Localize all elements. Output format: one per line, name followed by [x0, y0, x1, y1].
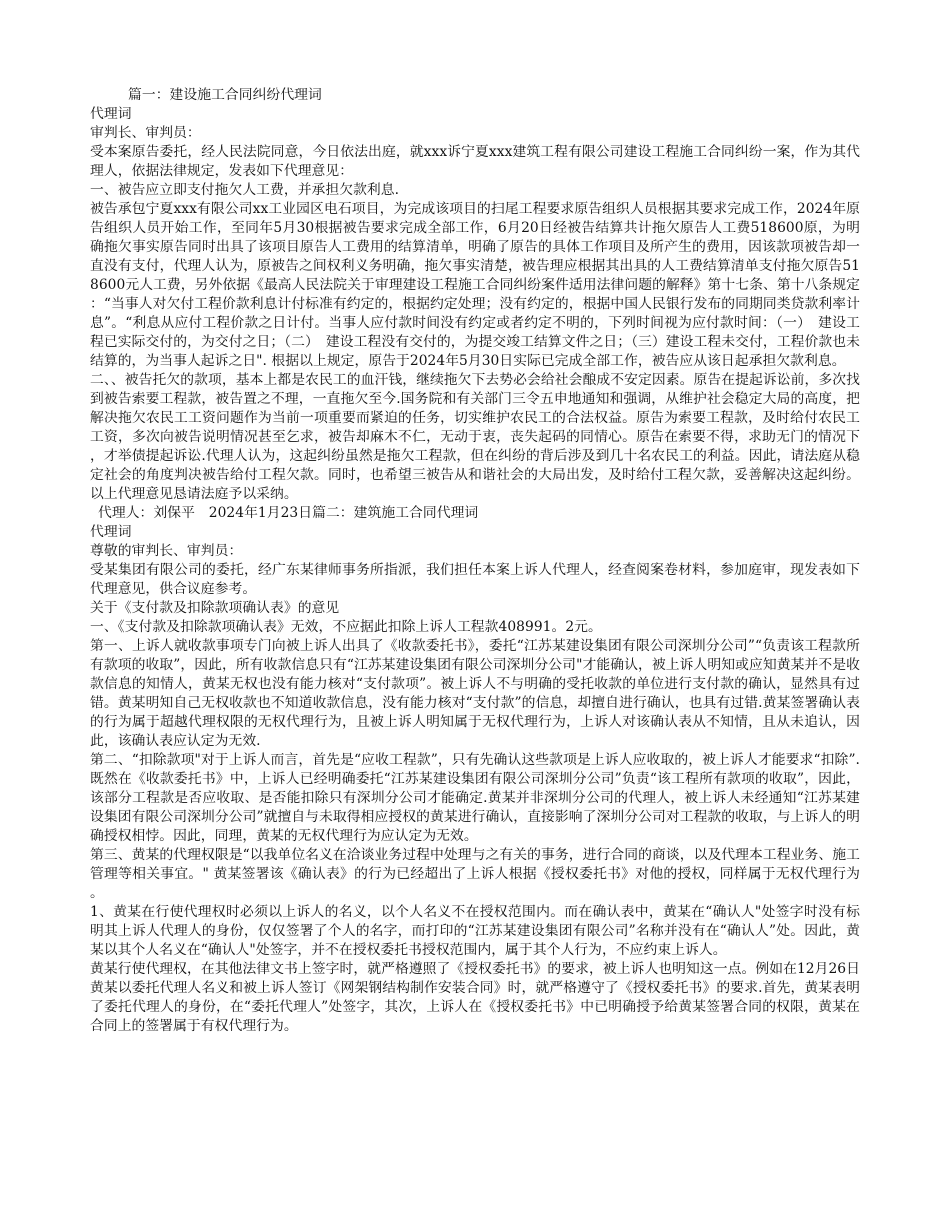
- signature-line: 代理人：刘保平 2024年1月23日篇二：建筑施工合同代理词: [98, 505, 479, 521]
- paragraph: 黄某行使代理权，在其他法律文书上签字时，就严格遵照了《授权委托书》的要求，被上诉人也明知这一点。例如在12月26日黄某以委托代理人名义和被上诉人签订《网架钢结构制作安装合同》时，就严格遵守了《授权委托书》的要求.首先，黄某表明了委托代理人的身份，在“委托代理人”处签字，其次，上诉人在《授权委托书》中已明确授予给黄某签署合同的权限，黄某在合同上的签署属于有权代理行为。: [90, 961, 860, 1034]
- paragraph: 受某集团有限公司的委托，经广东某律师事务所指派，我们担任本案上诉人代理人，经查阅案卷材料，参加庭审，现发表如下代理意见，供合议庭参考。: [90, 562, 860, 597]
- paragraph: 被告承包宁夏xxx有限公司xx工业园区电石项目，为完成该项目的扫尾工程要求原告组织人员根据其要求完成工作，2024年原告组织人员开始工作，至同年5月30根据被告要求完成全部工作，6月20日经被告结算共计拖欠原告人工费518600原，为明确拖欠事实原告同时出具了该项目原告人工费用的结算清单，明确了原告的具体工作项目及所产生的费用，因该款项被告却一直没有支付，代理人认为，原被告之间权利义务明确，拖欠事实清楚，被告理应根据其出具的人工费结算清单支付拖欠原告518600元人工费，另外依据《最高人民法院关于审理建设工程施工合同纠纷案件适用法律问题的解释》第十七条、第十八条规定：“当事人对欠付工程价款利息计付标准有约定的，根据约定处理；没有约定的，根据中国人民银行发布的同期同类贷款利率计息”。“利息从应付工程价款之日计付。当事人应付款时间没有约定或者约定不明的，下列时间视为应付款时间：（一） 建设工程已实际交付的，为交付之日；（二） 建设工程没有交付的，为提交竣工结算文件之日；（三）建设工程未交付，工程价款也未结算的，为当事人起诉之日". 根据以上规定，原告于2024年5月30日实际已完成全部工作，被告应从该日起承担欠款利息。: [90, 201, 860, 369]
- point-heading: 一、被告应立即支付拖欠人工费，并承担欠款利息.: [90, 182, 400, 198]
- point-heading: 关于《支付款及扣除款项确认表》的意见: [90, 600, 340, 616]
- section-heading: 代理词: [90, 106, 132, 122]
- paragraph: 1、黄某在行使代理权时必须以上诉人的名义，以个人名义不在授权范围内。而在确认表中，黄某在“确认人"处签字时没有标明其上诉人代理人的身份，仅仅签署了个人的名字，而打印的“江苏某建设集团有限公司”名称并没有在“确认人”处。因此，黄某以其个人名义在“确认人"处签字，并不在授权委托书授权范围内，属于其个人行为，不应约束上诉人。: [90, 904, 860, 958]
- paragraph: 受本案原告委托，经人民法院同意，今日依法出庭，就xxx诉宁夏xxx建筑工程有限公司建设工程施工合同纠纷一案，作为其代理人，依据法律规定，发表如下代理意见：: [90, 144, 860, 179]
- paragraph: 第三、黄某的代理权限是“以我单位名义在洽谈业务过程中处理与之有关的事务，进行合同的商谈，以及代理本工程业务、施工管理等相关事宜。" 黄某签署该《确认表》的行为已经超出了上诉人根据《授权委托书》对他的授权，同样属于无权代理行为。: [90, 847, 860, 901]
- document-body: [90, 86, 860, 1036]
- section-heading: 代理词: [90, 524, 132, 540]
- article-one-title: 篇一：建设施工合同纠纷代理词: [128, 87, 322, 103]
- paragraph: 第二、“扣除款项"对于上诉人而言，首先是“应收工程款”，只有先确认这些款项是上诉人应收取的，被上诉人才能要求“扣除”.既然在《收款委托书》中，上诉人已经明确委托“江苏某建设集团有限公司深圳分公司”负责“该工程所有款项的收取”，因此，该部分工程款是否应收取、是否能扣除只有深圳分公司才能确定.黄某并非深圳分公司的代理人，被上诉人未经通知“江苏某建设集团有限公司深圳分公司”就擅自与未取得相应授权的黄某进行确认，直接影响了深圳分公司对工程款的收取，与上诉人的明确授权相悖。因此，同理，黄某的无权代理行为应认定为无效。: [90, 752, 860, 844]
- paragraph: 二、、被告托欠的款项，基本上都是农民工的血汗钱，继续拖欠下去势必会给社会酿成不安定因素。原告在提起诉讼前，多次找到被告索要工程款，被告置之不理，一直拖欠至今.国务院和有关部门三令五申地通知和强调，从维护社会稳定大局的高度，把解决拖欠农民工工资问题作为当前一项重要而紧迫的任务，切实维护农民工的合法权益。原告为索要工程款，及时给付农民工工资，多次向被告说明情况甚至乞求，被告却麻木不仁，无动于衷，丧失起码的同情心。原告在索要不得，求助无门的情况下，才举债提起诉讼.代理人认为，这起纠纷虽然是拖欠工程款，但在纠纷的背后涉及到几十名农民工的利益。因此，请法庭从稳定社会的角度判决被告给付工程欠款。同时，也希望三被告从和谐社会的大局出发，及时给付工程欠款，妥善解决这起纠纷。以上代理意见恳请法庭予以采纳。: [90, 372, 860, 502]
- salutation: 尊敬的审判长、审判员：: [90, 543, 243, 559]
- paragraph: 第一、上诉人就收款事项专门向被上诉人出具了《收款委托书》，委托“江苏某建设集团有限公司深圳分公司”“负责该工程款所有款项的收取”，因此，所有收款信息只有“江苏某建设集团有限公司深圳分公司"才能确认，被上诉人明知或应知黄某并不是收款信息的知情人，黄某无权也没有能力核对“支付款项”。被上诉人不与明确的受托收款的单位进行支付款的确认，显然具有过错。黄某明知自己无权收款也不知道收款信息，没有能力核对“支付款”的信息，却擅自进行确认，也具有过错.黄某签署确认表的行为属于超越代理权限的无权代理行为，且被上诉人明知属于无权代理行为，上诉人对该确认表从不知情，且从未追认，因此，该确认表应认定为无效.: [90, 638, 860, 749]
- salutation: 审判长、审判员：: [90, 125, 201, 141]
- point-heading: 一、《支付款及扣除款项确认表》无效，不应据此扣除上诉人工程款408991。2元。: [90, 619, 602, 635]
